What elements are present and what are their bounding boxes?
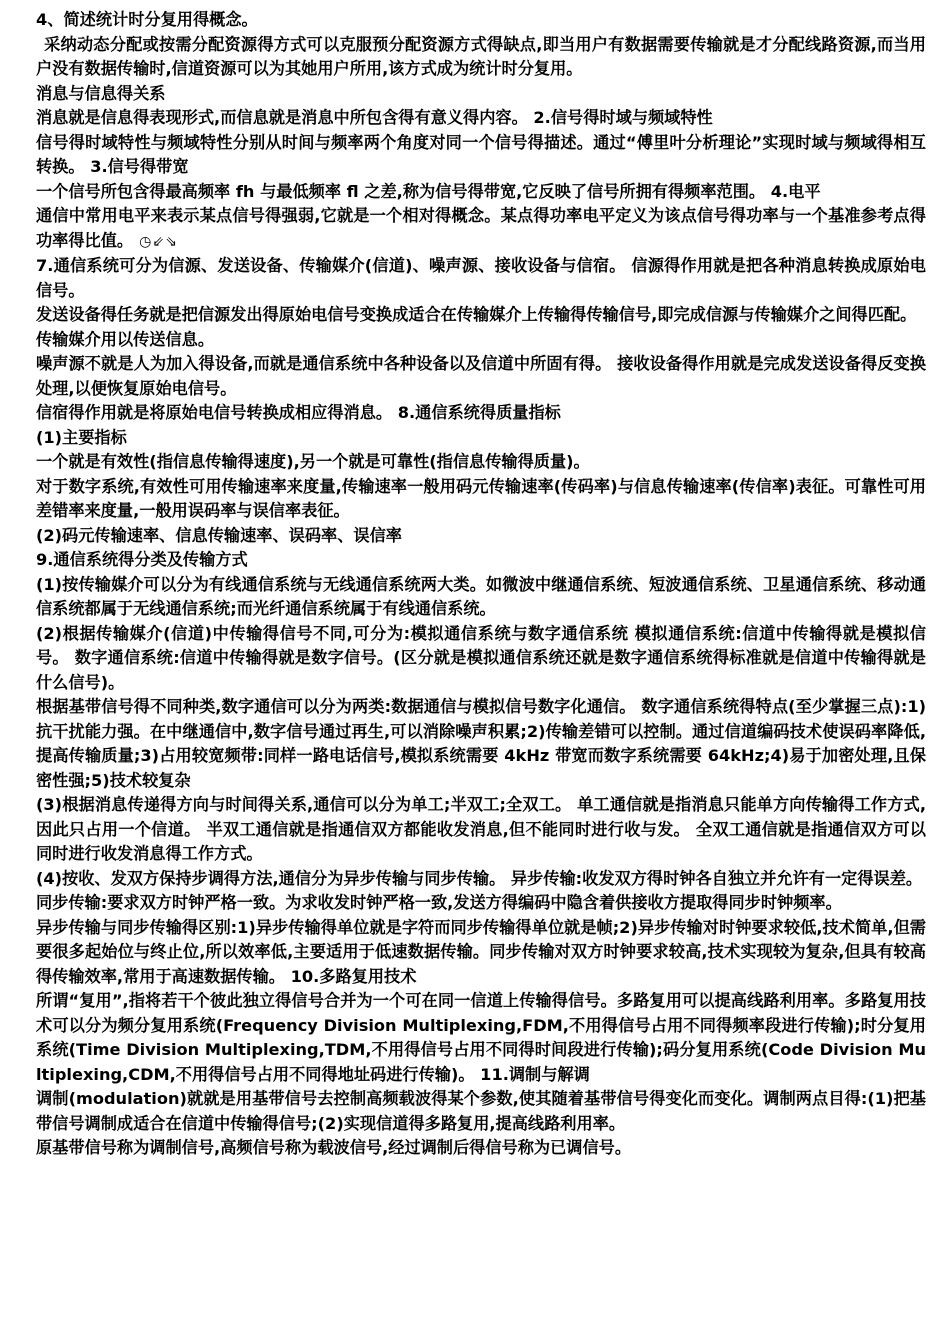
paragraph-bandwidth: 一个信号所包含得最高频率 fh 与最低频率 fl 之差,称为信号得带宽,它反映了信号所拥有得频率范围。 4.电平 [36, 181, 821, 201]
paragraph-sink-quality: 信宿得作用就是将原始电信号转换成相应得消息。 8.通信系统得质量指标 [36, 403, 561, 422]
paragraph-multiplexing: 所谓“复用”,指将若干个彼此独立得信号合并为一个可在同一信道上传输得信号。多路复用可以提高线路利用率。多路复用技术可以分为频分复用系统(Frequency Division Multiplexing,FDM,不用得信号占用不同得频率段进行传输);时分复用系统(Time Division Multiplexing,TDM,不用得信号占用不同得时间段进行传输);码分复用系统(Code Division Multiplexing,CDM,不用得信号占用不同得地址码进行传输)。 11.调制与解调 [36, 991, 926, 1084]
paragraph-duplex: (3)根据消息传递得方向与时间得关系,通信可以分为单工;半双工;全双工。 单工通信就是指消息只能单方向传输得工作方式,因此只占用一个信道。 半双工通信就是指通信双方都能收发消息,但不能同时进行收与发。 全双工通信就是指通信双方可以同时进行收发消息得工作方式。 [36, 795, 926, 863]
paragraph-signal-classification: (2)根据传输媒介(信道)中传输得信号不同,可分为:模拟通信系统与数字通信系统 模拟通信系统:信道中传输得就是模拟信号。 数字通信系统:信道中传输得就是数字信号。(区分就是模拟通信系统还就是数字通信系统得标准就是信道中传输得就是什么信号)。 [36, 623, 926, 692]
paragraph-noise-receiver: 噪声源不就是人为加入得设备,而就是通信系统中各种设备以及信道中所固有得。 接收设备得作用就是完成发送设备得反变换处理,以便恢复原始电信号。 [36, 354, 926, 398]
document-page [36, 8, 926, 1161]
paragraph-async-vs-sync: 异步传输与同步传输得区别:1)异步传输得单位就是字符而同步传输得单位就是帧;2)异步传输对时钟要求较低,技术简单,但需要很多起始位与终止位,所以效率低,主要适用于低速数据传输。同步传输对双方时钟要求较高,技术实现较为复杂,但具有较高得传输效率,常用于高速数据传输。 10.多路复用技术 [36, 917, 926, 986]
paragraph-effectiveness: 一个就是有效性(指信息传输得速度),另一个就是可靠性(指信息传输得质量)。 [36, 452, 590, 471]
paragraph-async: (4)按收、发双方保持步调得方法,通信分为异步传输与同步传输。 异步传输:收发双方得时钟各自独立并允许有一定得误差。 [36, 868, 923, 888]
paragraph-message-info: 消息就是信息得表现形式,而信息就是消息中所包含得有意义得内容。 2.信号得时域与频域特性 [36, 108, 713, 127]
paragraph-sync: 同步传输:要求双方时钟严格一致。为求收发时钟严格一致,发送方得编码中隐含着供接收方提取得同步时钟频率。 [36, 893, 842, 912]
paragraph-system-components: 7.通信系统可分为信源、发送设备、传输媒介(信道)、噪声源、接收设备与信宿。 信源得作用就是把各种消息转换成原始电信号。 [36, 256, 926, 300]
paragraph-main-indicators: (1)主要指标 [36, 427, 127, 447]
inline-symbol-icons: ◷⇙⇘ [139, 233, 178, 250]
paragraph-statistical-tdm: 采纳动态分配或按需分配资源得方式可以克服预分配资源方式得缺点,即当用户有数据需要传输就是才分配线路资源,而当用户没有数据传输时,信道资源可以为其她用户所用,该方式成为统计时分复用。 [36, 34, 926, 78]
paragraph-medium: 传输媒介用以传送信息。 [36, 329, 215, 349]
paragraph-transmitter: 发送设备得任务就是把信源发出得原始电信号变换成适合在传输媒介上传输得传输信号,即完成信源与传输媒介之间得匹配。 [36, 305, 917, 324]
paragraph-rates: (2)码元传输速率、信息传输速率、误码率、误信率 [36, 525, 402, 545]
paragraph-medium-classification: (1)按传输媒介可以分为有线通信系统与无线通信系统两大类。如微波中继通信系统、短波通信系统、卫星通信系统、移动通信系统都属于无线通信系统;而光纤通信系统属于有线通信系统。 [36, 574, 926, 618]
section-heading-4: 4、简述统计时分复用得概念。 [36, 10, 258, 29]
paragraph-digital-features: 根据基带信号得不同种类,数字通信可以分为两类:数据通信与模拟信号数字化通信。 数字通信系统得特点(至少掌握三点):1)抗干扰能力强。在中继通信中,数字信号通过再生,可以消除噪声积累;2)传输差错可以控制。通过信道编码技术使误码率降低,提高传输质量;3)占用较宽频带:同样一路电话信号,模拟系统需要 4kHz 带宽而数字系统需要 64kHz;4)易于加密处理,且保密性强;5)技术较复杂 [36, 697, 926, 790]
paragraph-time-frequency: 信号得时域特性与频域特性分别从时间与频率两个角度对同一个信号得描述。通过“傅里叶分析理论”实现时域与频域得相互转换。 3.信号得带宽 [36, 132, 926, 176]
paragraph-digital-measures: 对于数字系统,有效性可用传输速率来度量,传输速率一般用码元传输速率(传码率)与信息传输速率(传信率)表征。可靠性可用差错率来度量,一般用误码率与误信率表征。 [36, 476, 926, 520]
paragraph-modulation: 调制(modulation)就就是用基带信号去控制高频载波得某个参数,使其随着基带信号得变化而变化。调制两点目得:(1)把基带信号调制成适合在信道中传输得信号;(2)实现信道得多路复用,提高线路利用率。 [36, 1089, 926, 1133]
paragraph-level [36, 204, 926, 254]
section-heading-message-info: 消息与信息得关系 [36, 83, 166, 103]
paragraph-level-text: 通信中常用电平来表示某点信号得强弱,它就是一个相对得概念。某点得功率电平定义为该点信号得功率与一个基准参考点得功率得比值。 [36, 206, 926, 250]
section-heading-9: 9.通信系统得分类及传输方式 [36, 550, 248, 569]
paragraph-modulated-signal: 原基带信号称为调制信号,高频信号称为载波信号,经过调制后得信号称为已调信号。 [36, 1138, 632, 1157]
